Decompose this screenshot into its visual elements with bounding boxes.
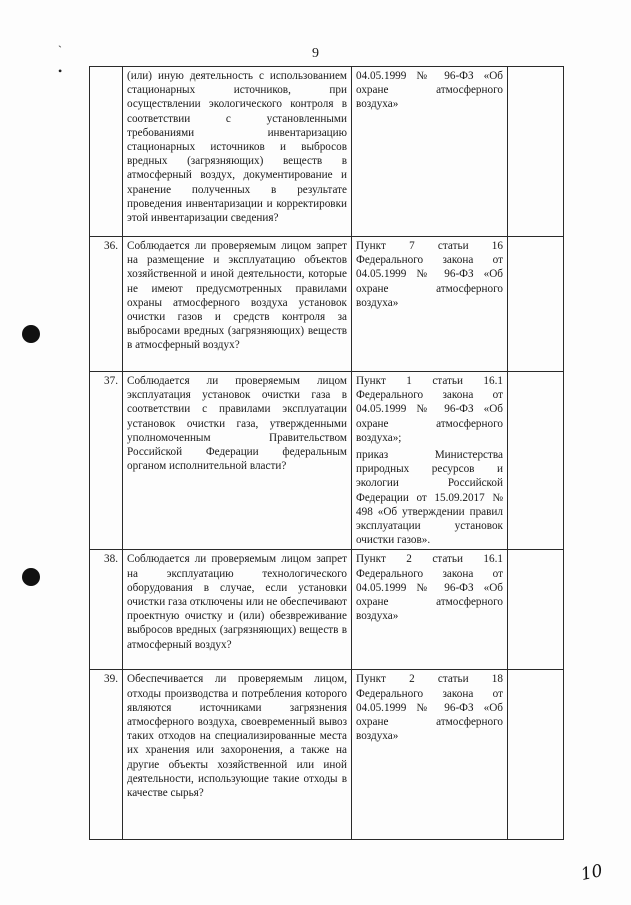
legal-reference-cell (352, 237, 508, 372)
question-cell: (или) иную деятельность с использованием стационарных источников, при осуществлении экологического контроля в соответствии с установленными требованиями инвентаризацию стационарных источников и выбросов вредных (загрязняющих) веществ в атмосферный воздух, документирование и хранение полученных в результате проведения инвентаризации и корректировки этой инвентаризации сведения? (123, 67, 352, 237)
question-cell: Соблюдается ли проверяемым лицом запрет на эксплуатацию технологического оборудования в случае, если установки очистки газа отключены или не обеспечивают проектную очистку и (или) обезвреживание выбросов вредных (загрязняющих) веществ в атмосферный воздух? (123, 550, 352, 670)
legal-reference-cell (352, 372, 508, 550)
answer-cell (508, 550, 564, 670)
row-number: 36. (90, 237, 123, 372)
question-cell: Соблюдается ли проверяемым лицом эксплуатация установок очистки газа в соответствии с правилами эксплуатации установок очистки газа, утвержденными уполномоченным Правительством Российской Федерации федеральным органом исполнительной власти? (123, 372, 352, 550)
row-number (90, 67, 123, 237)
legal-reference: Пункт 7 статьи 16 Федерального закона от 04.05.1999 № 96-ФЗ «Об охране атмосферного воздуха» (356, 240, 503, 309)
scan-mark-dot: • (58, 64, 63, 78)
table-row (90, 237, 564, 372)
table-row (90, 550, 564, 670)
punch-hole-2 (22, 568, 40, 586)
table-row (90, 67, 564, 237)
row-number: 38. (90, 550, 123, 670)
legal-reference: приказ Министерства природных ресурсов и экологии Российской Федерации от 15.09.2017 № 498 «Об утверждении правил эксплуатации установок очистки газов». (356, 449, 503, 547)
answer-cell (508, 372, 564, 550)
punch-hole-1 (22, 325, 40, 343)
legal-reference: 04.05.1999 № 96-ФЗ «Об охране атмосферного воздуха» (356, 70, 503, 111)
answer-cell (508, 670, 564, 840)
table-row (90, 372, 564, 550)
legal-reference: Пункт 2 статьи 16.1 Федерального закона от 04.05.1999 № 96-ФЗ «Об охране атмосферного воздуха» (356, 553, 503, 623)
question-cell: Соблюдается ли проверяемым лицом запрет на размещение и эксплуатацию объектов хозяйственной и иной деятельности, которые не имеют предусмотренных правилами охраны атмосферного воздуха установок очистки газов и средств контроля за выбросами вредных (загрязняющих) веществ в атмосферный воздух? (123, 237, 352, 372)
checklist-table (89, 66, 564, 840)
scan-mark-tick: ˏ (58, 34, 62, 48)
answer-cell (508, 67, 564, 237)
row-number: 37. (90, 372, 123, 550)
answer-cell (508, 237, 564, 372)
handwritten-page-mark: 10 (579, 860, 605, 886)
page-number: 9 (312, 46, 319, 61)
legal-reference: Пункт 2 статьи 18 Федерального закона от 04.05.1999 № 96-ФЗ «Об охране атмосферного воздуха» (356, 673, 503, 743)
legal-reference-cell (352, 670, 508, 840)
legal-reference-cell (352, 67, 508, 237)
table-row (90, 670, 564, 840)
question-cell: Обеспечивается ли проверяемым лицом, отходы производства и потребления которого являются источниками загрязнения атмосферного воздуха, своевременный вывоз таких отходов на специализированные места их хранения или захоронения, а также на другие объекты хозяйственной или иной деятельности, использующие такие отходы в качестве сырья? (123, 670, 352, 840)
legal-reference-cell (352, 550, 508, 670)
row-number: 39. (90, 670, 123, 840)
legal-reference: Пункт 1 статьи 16.1 Федерального закона от 04.05.1999 № 96-ФЗ «Об охране атмосферного воздуха»; (356, 375, 503, 444)
